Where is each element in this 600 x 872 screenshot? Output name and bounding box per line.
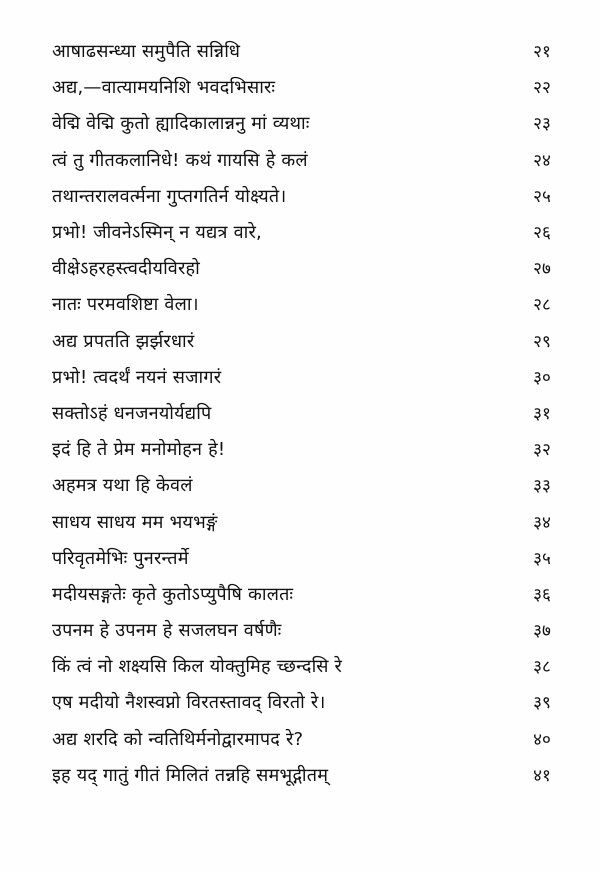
toc-entry-title: एष मदीयो नैशस्वप्नो विरतस्तावद् विरतो रे। [52, 692, 326, 714]
toc-entry[interactable] [52, 613, 572, 649]
toc-entry-title: मदीयसङ्गतेः कृते कुतोऽप्युपैषि कालतः [52, 583, 294, 605]
toc-entry[interactable] [52, 577, 572, 613]
toc-entry[interactable] [52, 70, 572, 106]
toc-entry-title: नातः परमवशिष्टा वेला। [52, 294, 199, 316]
toc-entry-page-number: ३४ [533, 512, 551, 533]
toc-entry-page-number: ३५ [533, 548, 551, 569]
toc-entry-title: इदं हि ते प्रेम मनोमोहन हे! [52, 439, 226, 461]
toc-entry-title: अद्य शरदि को न्वतिथिर्मनोद्वारमापद रे? [52, 728, 304, 750]
toc-entry[interactable] [52, 396, 572, 432]
toc-entry-title: इह यद् गातुं गीतं मिलितं तन्नहि समभूद्गीतम् [52, 764, 329, 786]
toc-entry-title: सक्तोऽहं धनजनयोर्यद्यपि [52, 402, 212, 424]
toc-entry[interactable] [52, 649, 572, 685]
toc-entry-title: साधय साधय मम भयभङ्गं [52, 511, 218, 533]
toc-entry-page-number: ३२ [533, 440, 551, 461]
toc-entry-page-number: ३७ [533, 621, 551, 642]
toc-entry-title: आषाढसन्ध्या समुपैति सन्निधि [52, 41, 241, 63]
toc-entry-title: किं त्वं नो शक्ष्यसि किल योक्तुमिह च्छन्दसि रे [52, 656, 343, 678]
toc-entry-page-number: ४१ [533, 765, 551, 786]
toc-entry-title: उपनम हे उपनम हे सजलघन वर्षणैः [52, 620, 282, 642]
toc-entry-page-number: २१ [533, 42, 551, 63]
toc-entry-page-number: २८ [533, 295, 551, 316]
toc-entry-title: वीक्षेऽहरहस्त्वदीयविरहो [52, 258, 200, 280]
toc-entry-page-number: २४ [533, 150, 551, 171]
toc-entry[interactable] [52, 541, 572, 577]
toc-entry[interactable] [52, 287, 572, 323]
toc-entry[interactable] [52, 106, 572, 142]
toc-entry[interactable] [52, 324, 572, 360]
toc-entry-page-number: ३९ [533, 693, 551, 714]
toc-entry[interactable] [52, 251, 572, 287]
toc-entry-title: त्वं तु गीतकलानिधे! कथं गायसि हे कलं [52, 149, 308, 171]
toc-entry[interactable] [52, 143, 572, 179]
toc-entry-page-number: २५ [533, 186, 551, 207]
toc-entry[interactable] [52, 360, 572, 396]
toc-entry-page-number: २२ [533, 78, 551, 99]
toc-entry-title: परिवृतमेभिः पुनरन्तर्मे [52, 547, 189, 569]
toc-entry[interactable] [52, 722, 572, 758]
toc-entry-page-number: २९ [533, 331, 551, 352]
toc-entry-title: अद्य,—वात्यामयनिशि भवदभिसारः [52, 77, 276, 99]
toc-entry-title: अद्य प्रपतति झर्झरधारं [52, 330, 195, 352]
toc-entry-title: वेद्मि वेद्मि कुतो ह्यादिकालान्ननु मां व्यथाः [52, 113, 310, 135]
toc-entry-page-number: ३८ [533, 657, 551, 678]
toc-entry-page-number: ३० [533, 367, 551, 388]
toc-entry[interactable] [52, 34, 572, 70]
toc-entry-page-number: २६ [533, 223, 551, 244]
table-of-contents [52, 34, 572, 794]
toc-entry-title: प्रभो! त्वदर्थं नयनं सजागरं [52, 366, 222, 388]
toc-entry[interactable] [52, 179, 572, 215]
toc-entry[interactable] [52, 685, 572, 721]
toc-entry-title: प्रभो! जीवनेऽस्मिन् न यद्यत्र वारे, [52, 222, 262, 244]
toc-entry[interactable] [52, 504, 572, 540]
toc-entry[interactable] [52, 758, 572, 794]
toc-entry-page-number: २७ [533, 259, 551, 280]
toc-entry-page-number: ४० [533, 729, 551, 750]
toc-entry[interactable] [52, 468, 572, 504]
toc-entry-page-number: ३३ [533, 476, 551, 497]
toc-entry-page-number: ३१ [533, 403, 551, 424]
toc-entry-title: अहमत्र यथा हि केवलं [52, 475, 193, 497]
toc-entry-title: तथान्तरालवर्त्मना गुप्तगतिर्न योक्ष्यते। [52, 185, 287, 207]
toc-entry-page-number: ३६ [533, 584, 551, 605]
toc-entry[interactable] [52, 432, 572, 468]
toc-entry[interactable] [52, 215, 572, 251]
toc-entry-page-number: २३ [533, 114, 551, 135]
